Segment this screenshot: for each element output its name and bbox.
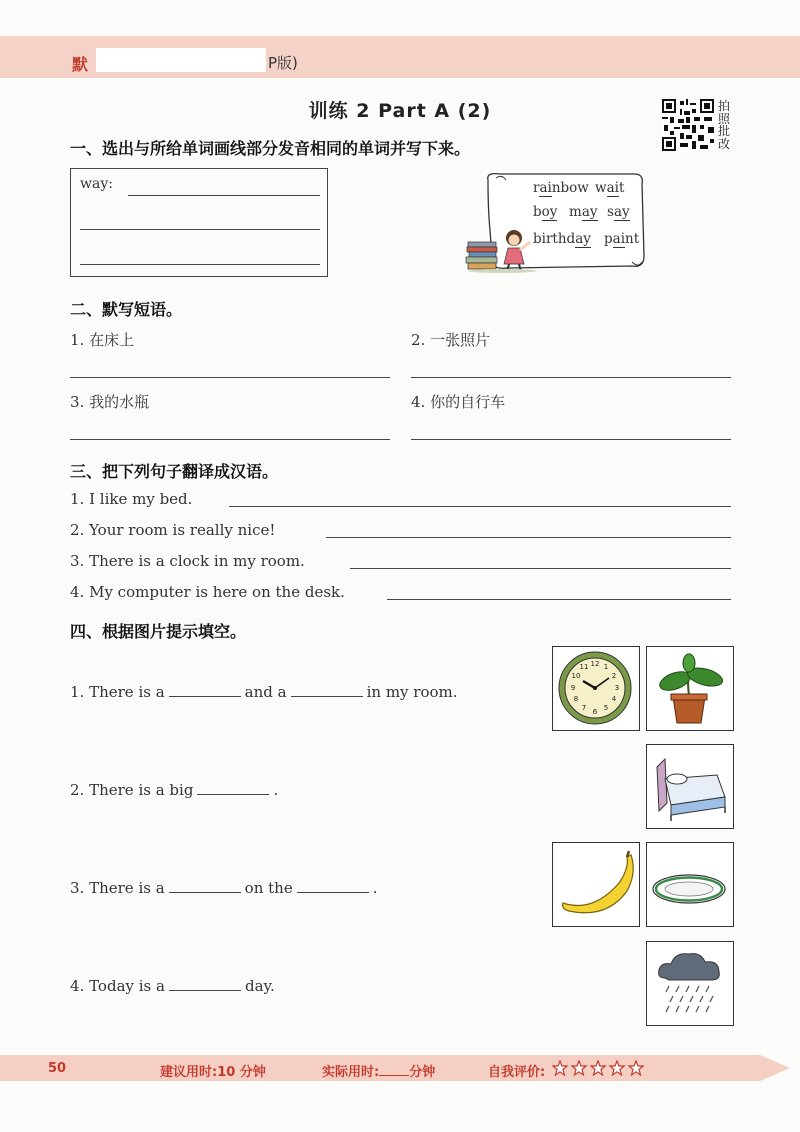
- svg-text:6: 6: [592, 708, 598, 716]
- rating-stars[interactable]: [552, 1060, 652, 1080]
- plate-picture: [646, 842, 734, 927]
- fill-item-2: 2. There is a big .: [70, 781, 279, 799]
- star-icon: [572, 1061, 586, 1075]
- answer-line[interactable]: [229, 506, 731, 507]
- header-redaction: [96, 48, 266, 72]
- svg-text:5: 5: [603, 704, 609, 712]
- phrase-item: 4. 你的自行车: [411, 393, 506, 411]
- answer-line[interactable]: [80, 229, 320, 230]
- banana-picture: [552, 842, 640, 927]
- answer-line[interactable]: [411, 377, 731, 378]
- star-icon: [610, 1061, 624, 1075]
- blank[interactable]: [297, 880, 369, 893]
- answer-line[interactable]: [350, 568, 731, 569]
- page-title: 训练 2 Part A (2): [308, 100, 492, 122]
- qr-caption: 拍照批改: [718, 99, 731, 151]
- plate-icon: [647, 843, 732, 925]
- star-icon: [553, 1061, 567, 1075]
- potted-plant-icon: [647, 647, 732, 729]
- svg-text:11: 11: [579, 663, 589, 671]
- phrase-item: 1. 在床上: [70, 331, 135, 349]
- blank[interactable]: [169, 978, 241, 991]
- fill-item-4: 4. Today is a day.: [70, 977, 275, 995]
- sentence-item: 2. Your room is really nice!: [70, 521, 276, 539]
- answer-line[interactable]: [70, 439, 390, 440]
- clock-picture: [552, 646, 640, 731]
- svg-text:9: 9: [570, 684, 576, 692]
- answer-line[interactable]: [70, 377, 390, 378]
- svg-text:10: 10: [571, 672, 581, 680]
- blank[interactable]: [169, 880, 241, 893]
- plant-picture: [646, 646, 734, 731]
- header-edition: P版): [268, 54, 298, 72]
- svg-text:3: 3: [614, 684, 620, 692]
- svg-text:4: 4: [611, 695, 617, 703]
- phrase-item: 2. 一张照片: [411, 331, 491, 349]
- header-brand: 默: [72, 55, 89, 74]
- bed-icon: [647, 745, 732, 827]
- sentence-item: 1. I like my bed.: [70, 490, 193, 508]
- answer-line[interactable]: [387, 599, 731, 600]
- self-eval-label: 自我评价:: [488, 1065, 546, 1080]
- svg-text:1: 1: [603, 663, 609, 671]
- section1-heading: 一、选出与所给单词画线部分发音相同的单词并写下来。: [70, 139, 471, 158]
- answer-line[interactable]: [128, 195, 320, 196]
- word-say: say: [607, 204, 630, 220]
- star-icon: [629, 1061, 643, 1075]
- answer-line[interactable]: [80, 264, 320, 265]
- svg-text:8: 8: [573, 695, 579, 703]
- svg-text:2: 2: [611, 672, 617, 680]
- svg-text:7: 7: [581, 704, 587, 712]
- qr-code-icon[interactable]: [662, 99, 714, 151]
- sentence-item: 3. There is a clock in my room.: [70, 552, 305, 570]
- girl-with-books-icon: [464, 228, 538, 274]
- answer-line[interactable]: [411, 439, 731, 440]
- clock-icon: [553, 647, 638, 729]
- prompt-word: way:: [80, 176, 113, 192]
- fill-item-3: 3. There is a on the .: [70, 879, 378, 897]
- suggested-time: 建议用时:10 分钟: [160, 1065, 266, 1080]
- word-rainbow: rainbow: [533, 180, 589, 196]
- sentence-item: 4. My computer is here on the desk.: [70, 583, 345, 601]
- section4-heading: 四、根据图片提示填空。: [70, 622, 247, 641]
- word-wait: wait: [595, 180, 625, 196]
- blank[interactable]: [197, 782, 269, 795]
- rain-cloud-icon: [647, 942, 732, 1024]
- svg-text:12: 12: [590, 660, 600, 668]
- section3-heading: 三、把下列句子翻译成汉语。: [70, 462, 279, 481]
- rain-picture: [646, 941, 734, 1026]
- word-may: may: [569, 204, 598, 220]
- bed-picture: [646, 744, 734, 829]
- blank[interactable]: [169, 684, 241, 697]
- star-icon: [591, 1061, 605, 1075]
- actual-time-blank[interactable]: [379, 1065, 409, 1076]
- blank[interactable]: [291, 684, 363, 697]
- phrase-item: 3. 我的水瓶: [70, 393, 150, 411]
- word-paint: paint: [604, 231, 640, 247]
- fill-item-1: 1. There is a and a in my room.: [70, 683, 458, 701]
- actual-time: 实际用时: 分钟: [322, 1065, 436, 1080]
- section2-heading: 二、默写短语。: [70, 300, 183, 319]
- answer-line[interactable]: [326, 537, 731, 538]
- banana-icon: [553, 843, 638, 925]
- word-boy: boy: [533, 204, 558, 220]
- word-birthday: birthday: [533, 231, 591, 247]
- page-number: 50: [48, 1061, 67, 1076]
